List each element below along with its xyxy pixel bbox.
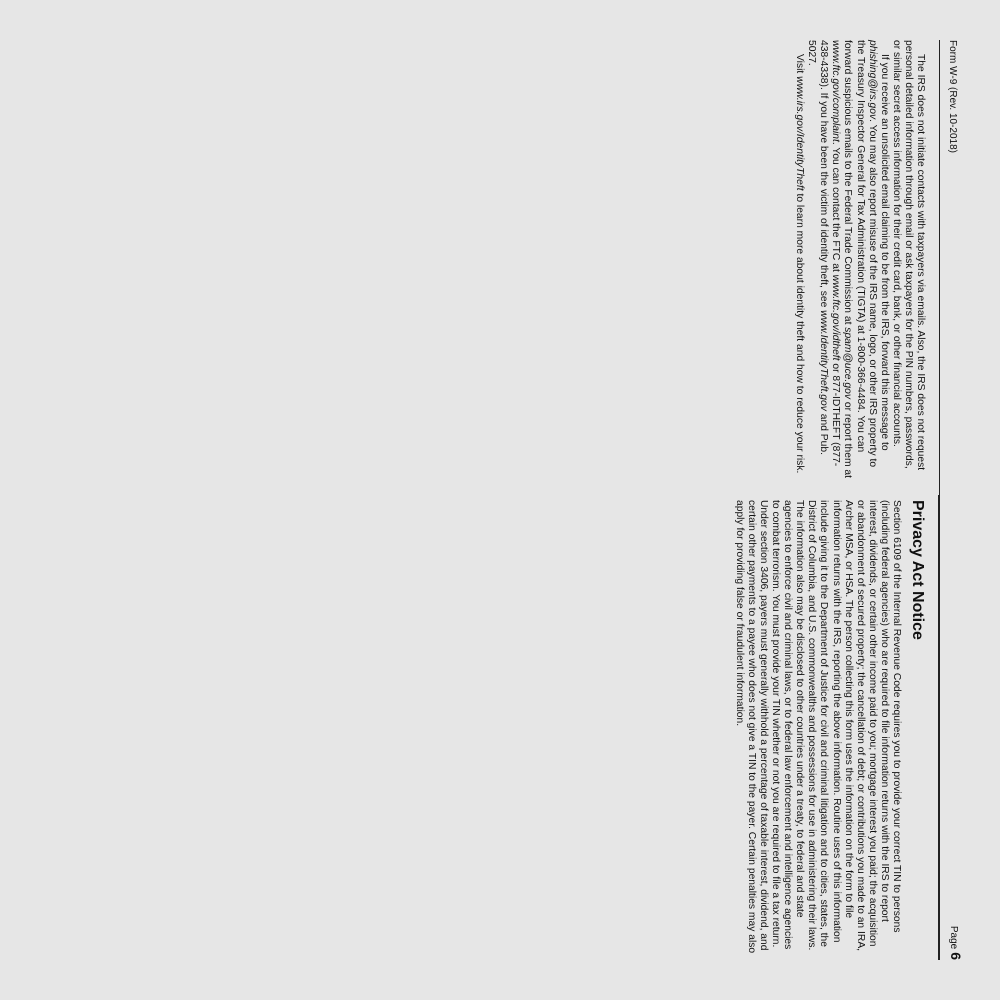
- right-column: [733, 500, 926, 955]
- ftc-idtheft-link[interactable]: www.ftc.gov/idtheft: [830, 274, 842, 361]
- privacy-act-body: Section 6109 of the Internal Revenue Code requires you to provide your correct TIN to persons (including federal agencies) who are required to file information returns with the IRS to report interest, dividends, or certain other income paid to you; mortgage interest you paid; the acquisition or abandonment of secured property; the cancellation of debt; or contributions you made to an IRA, Archer MSA, or HSA. The person collecting this form uses the information on the form to file information returns with the IRS, reporting the above information. Routine uses of this information include giving it to the Department of Justice for civil and criminal litigation and to cities, states, the District of Columbia, and U.S. commonwealths and possessions for use in administering their laws. The information also may be disclosed to other countries under a treaty, to federal and state agencies to enforce civil and criminal laws, or to federal law enforcement and intelligence agencies to combat terrorism. You must provide your TIN whether or not you are required to file a tax return. Under section 3406, payers must generally withhold a percentage of taxable interest, dividend, and certain other payments to a payee who does not give a TIN to the payer. Certain penalties may also apply for providing false or fraudulent information.: [733, 500, 902, 954]
- left-column: [793, 40, 926, 480]
- page-label: Page: [948, 925, 959, 950]
- phishing-report-paragraph: If you receive an unsolicited email claiming to be from the IRS, forward this message to phishing@irs.gov. You may also report misuse of the IRS name, logo, or other IRS property to the Treasury Inspector General for Tax Administration (TIGTA) at 1-800-366-4484. You can forward suspicious emails to the Federal Trade Commission at spam@uce.gov or report them at www.ftc.gov/complaint. You can contact the FTC at www.ftc.gov/idtheft or 877-IDTHEFT (877-438-4338). If you have been the victim of identity theft, see www.IdentityTheft.gov and Pub. 5027.: [806, 40, 890, 478]
- irs-contact-paragraph: The IRS does not initiate contacts with taxpayers via emails. Also, the IRS does not request personal detailed information through email or ask taxpayers for the PIN numbers, passwords, or similar secret access information for their credit card, bank, or other financial accounts.: [890, 40, 926, 471]
- irs-identitytheft-link[interactable]: www.irs.gov/IdentityTheft: [794, 76, 806, 191]
- page-indicator: [948, 926, 964, 960]
- form-label: Form W-9 (Rev. 10-2018): [947, 40, 958, 153]
- spam-email-link[interactable]: spam@uce.gov: [842, 327, 854, 399]
- phishing-email-link[interactable]: phishing@irs.gov: [866, 40, 878, 120]
- ftc-complaint-link[interactable]: www.ftc.gov/complaint: [830, 40, 842, 142]
- privacy-act-heading: Privacy Act Notice: [909, 500, 926, 640]
- identitytheft-gov-link[interactable]: www.IdentityTheft.gov: [818, 310, 830, 411]
- identity-theft-paragraph: Visit www.irs.gov/IdentityTheft to learn more about identity theft and how to reduce your risk.: [794, 54, 806, 474]
- form-page: [650, 40, 964, 960]
- page-number: 6: [948, 952, 964, 960]
- section-rule: [938, 495, 940, 960]
